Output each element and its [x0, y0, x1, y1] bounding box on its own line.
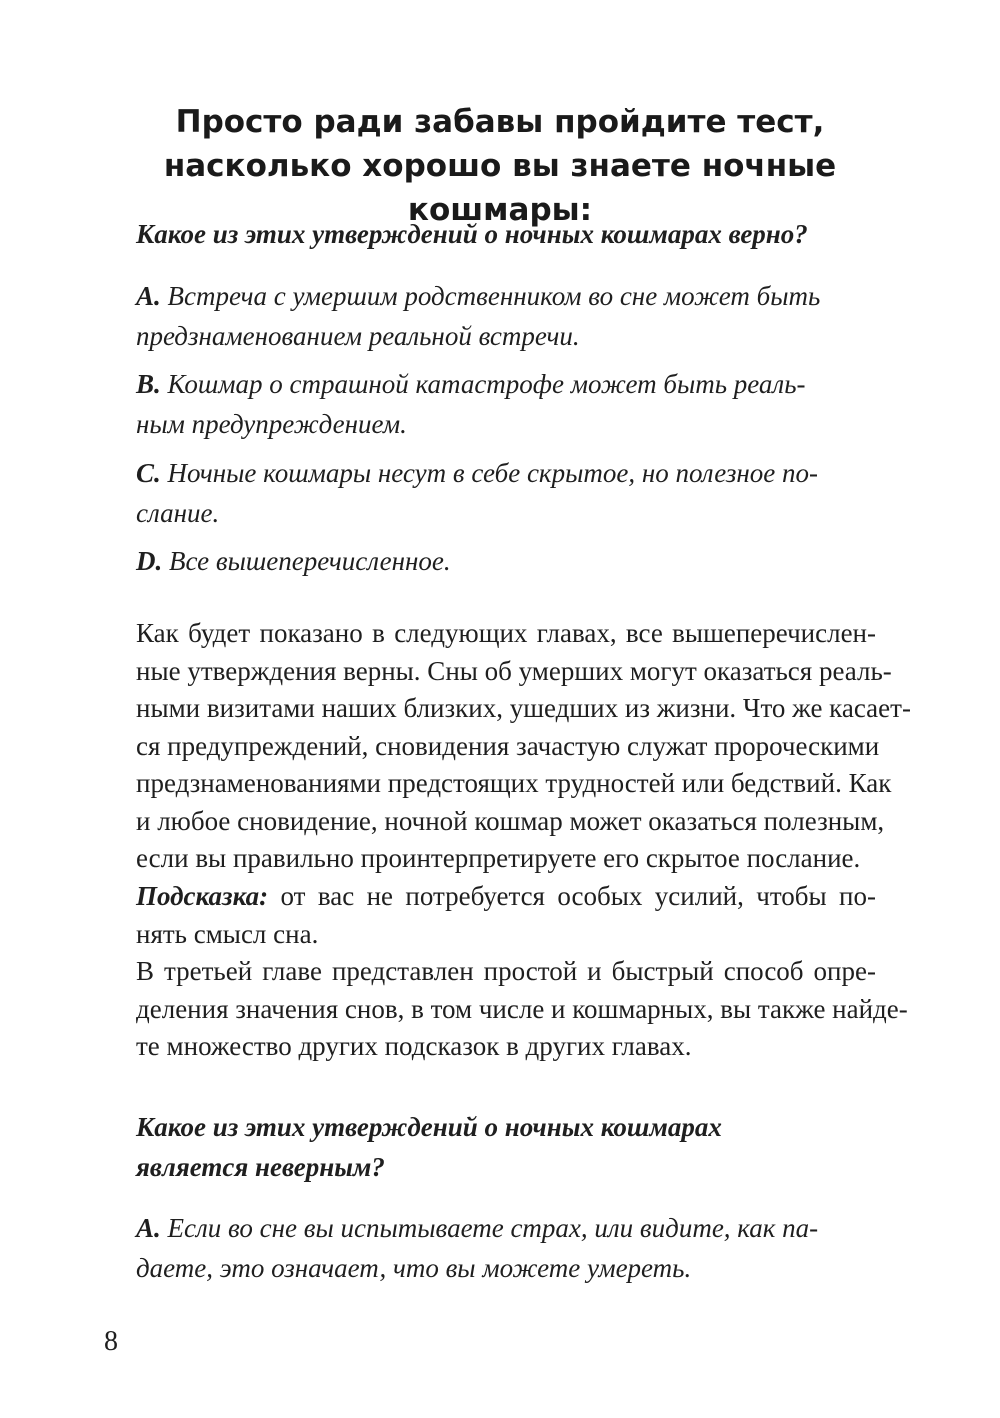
question-2 — [136, 1107, 876, 1187]
question-1-option-c — [136, 453, 856, 533]
paragraph-line: Как будет показано в следующих главах, все вышеперечислен- — [136, 618, 876, 648]
paragraph-line: если вы правильно проинтерпретируете его скрытое послание. — [136, 843, 861, 873]
option-text-line-2: предзнаменованием реальной встречи. — [136, 321, 580, 351]
question-1 — [136, 214, 876, 254]
question-1-option-d — [136, 541, 856, 581]
option-text-line-2: даете, это означает, что вы можете умереть. — [136, 1253, 692, 1283]
option-letter: A. — [136, 1213, 161, 1243]
option-text-line-1: Если во сне вы испытываете страх, или видите, как па- — [160, 1213, 819, 1243]
paragraph-line: ные утверждения верны. Сны об умерших могут оказаться реаль- — [136, 655, 892, 686]
hint-text-line-2: нять смысл сна. — [136, 918, 319, 949]
page-title — [90, 100, 910, 232]
title-line-2: насколько хорошо вы знаете ночные кошмары: — [163, 148, 837, 228]
option-text-line-1: Все вышеперечисленное. — [162, 546, 451, 576]
hint-paragraph — [136, 878, 876, 953]
option-text-line-1: Встреча с умершим родственником во сне может быть — [160, 281, 821, 311]
hint-text-line-1: от вас не потребуется особых усилий, чтобы по- — [268, 881, 876, 911]
paragraph-line: предзнаменованиями предстоящих трудностей или бедствий. Как — [136, 768, 892, 798]
option-text-line-2: ным предупреждением. — [136, 409, 407, 439]
answer-paragraph — [136, 615, 911, 878]
option-letter: B. — [136, 369, 161, 399]
paragraph-line: деления значения снов, в том числе и кошмарных, вы также найде- — [136, 993, 908, 1024]
option-letter: C. — [136, 458, 161, 488]
option-letter: A. — [136, 281, 161, 311]
question-1-text: Какое из этих утверждений о ночных кошмарах верно? — [136, 219, 808, 249]
option-letter: D. — [136, 546, 163, 576]
question-2-line-1: Какое из этих утверждений о ночных кошмарах — [136, 1112, 722, 1142]
question-2-option-a — [136, 1208, 856, 1288]
title-line-1: Просто ради забавы пройдите тест, — [175, 104, 825, 140]
question-2-line-2: является неверным? — [136, 1152, 385, 1182]
option-text-line-1: Ночные кошмары несут в себе скрытое, но полезное по- — [160, 458, 819, 488]
hint-label: Подсказка: — [136, 881, 269, 911]
chapter-paragraph — [136, 953, 908, 1066]
question-1-option-a — [136, 276, 856, 356]
page-number: 8 — [104, 1326, 118, 1357]
paragraph-line: и любое сновидение, ночной кошмар может оказаться полезным, — [136, 805, 885, 836]
paragraph-line: ся предупреждений, сновидения зачастую служат пророческими — [136, 730, 880, 761]
paragraph-line: ными визитами наших близких, ушедших из жизни. Что же касает- — [136, 693, 911, 723]
question-1-option-b — [136, 364, 856, 444]
option-text-line-1: Кошмар о страшной катастрофе может быть реаль- — [160, 369, 806, 399]
option-text-line-2: слание. — [136, 498, 220, 528]
paragraph-line: В третьей главе представлен простой и быстрый способ опре- — [136, 956, 876, 986]
paragraph-line: те множество других подсказок в других главах. — [136, 1031, 692, 1061]
